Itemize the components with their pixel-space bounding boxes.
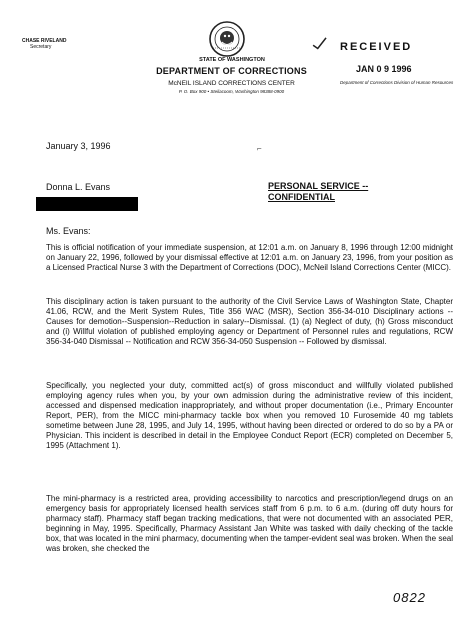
state-seal-icon [205, 18, 249, 60]
confidential-line-2: CONFIDENTIAL [268, 192, 335, 202]
official-title: Secretary [30, 44, 52, 50]
salutation: Ms. Evans: [46, 226, 91, 236]
confidential-notice [268, 181, 368, 203]
paragraph-specifics: Specifically, you neglected your duty, committed act(s) of gross misconduct and willfully violated published employing agency rules when you, by your own admission during the administrative review of this incident, accessed and dispensed medication inappropriately, and without proper documentation (i.e., Primary Encounter Report, PER), from the MICC mini-pharmacy tackle box when you removed 10 Furosemide 40 mg tablets sometime between June 28, 1995, and July 14, 1995, without having been directed or ordered to do so by a PA or Physician. This incident is described in detail in the Employee Conduct Report (ECR) completed on December 5, 1995 (Attachment 1). [46, 381, 453, 450]
stray-mark: ⌐ [257, 144, 262, 153]
paragraph-mini-pharmacy: The mini-pharmacy is a restricted area, providing accessibility to narcotics and prescription/legend drugs on an emergency basis for appropriately licensed health services staff from 6 p.m. to 6 a.m. (during off duty hours for pharmacy staff). Pharmacy staff began tracking medications, that were not documented with an associated PER, beginning in May, 1995. Specifically, Pharmacy Assistant Jan White was tasked with daily checking of the tackle box, that was located in the mini pharmacy, documenting when the tamper-evident seal was broken. When the seal was broken, she checked the [46, 494, 453, 553]
facility-address: P. O. Box 900 • Steilacoom, Washington 98388-0900 [178, 89, 285, 94]
facility-heading: McNEIL ISLAND CORRECTIONS CENTER [168, 80, 295, 87]
letter-date: January 3, 1996 [46, 141, 111, 151]
page-number: 0822 [393, 590, 426, 605]
official-name: CHASE RIVELAND [22, 38, 67, 44]
paragraph-suspension: This is official notification of your immediate suspension, at 12:01 a.m. on January 8, 1996 through 12:00 midnight on January 22, 1996, followed by your dismissal effective at 12:01 a.m. on January 23, 1996, from your position as a Licensed Practical Nurse 3 with the Department of Corrections (DOC), McNeil Island Corrections Center (MICC). [46, 243, 453, 272]
received-date: JAN 0 9 1996 [356, 64, 412, 74]
redaction-bar [36, 197, 138, 211]
paragraph-authority: This disciplinary action is taken pursuant to the authority of the Civil Service Laws of Washington State, Chapter 41.06, RCW, and the Merit System Rules, Title 356 WAC (MSR), Section 356-34-010 Disciplinary actions -- Causes for demotion--Suspension--Reduction in salary--Dismissal. (1) (a) Neglect of duty, (h) Gross misconduct and (i) Willful violation of published employing agency or Department of Personnel rules and regulations, RCW 356-34-040 Dismissal -- Notification and RCW 356-34-050 Suspension -- Followed by dismissal. [46, 297, 453, 346]
confidential-line-1: PERSONAL SERVICE -- [268, 181, 369, 191]
state-heading: STATE OF WASHINGTON [199, 57, 265, 63]
check-mark-icon [311, 37, 329, 52]
received-stamp: RECEIVED [340, 41, 413, 53]
department-heading: DEPARTMENT OF CORRECTIONS [156, 66, 307, 76]
recipient-name: Donna L. Evans [46, 182, 111, 192]
received-division: Department of Corrections Division of Human Resources [340, 80, 454, 85]
